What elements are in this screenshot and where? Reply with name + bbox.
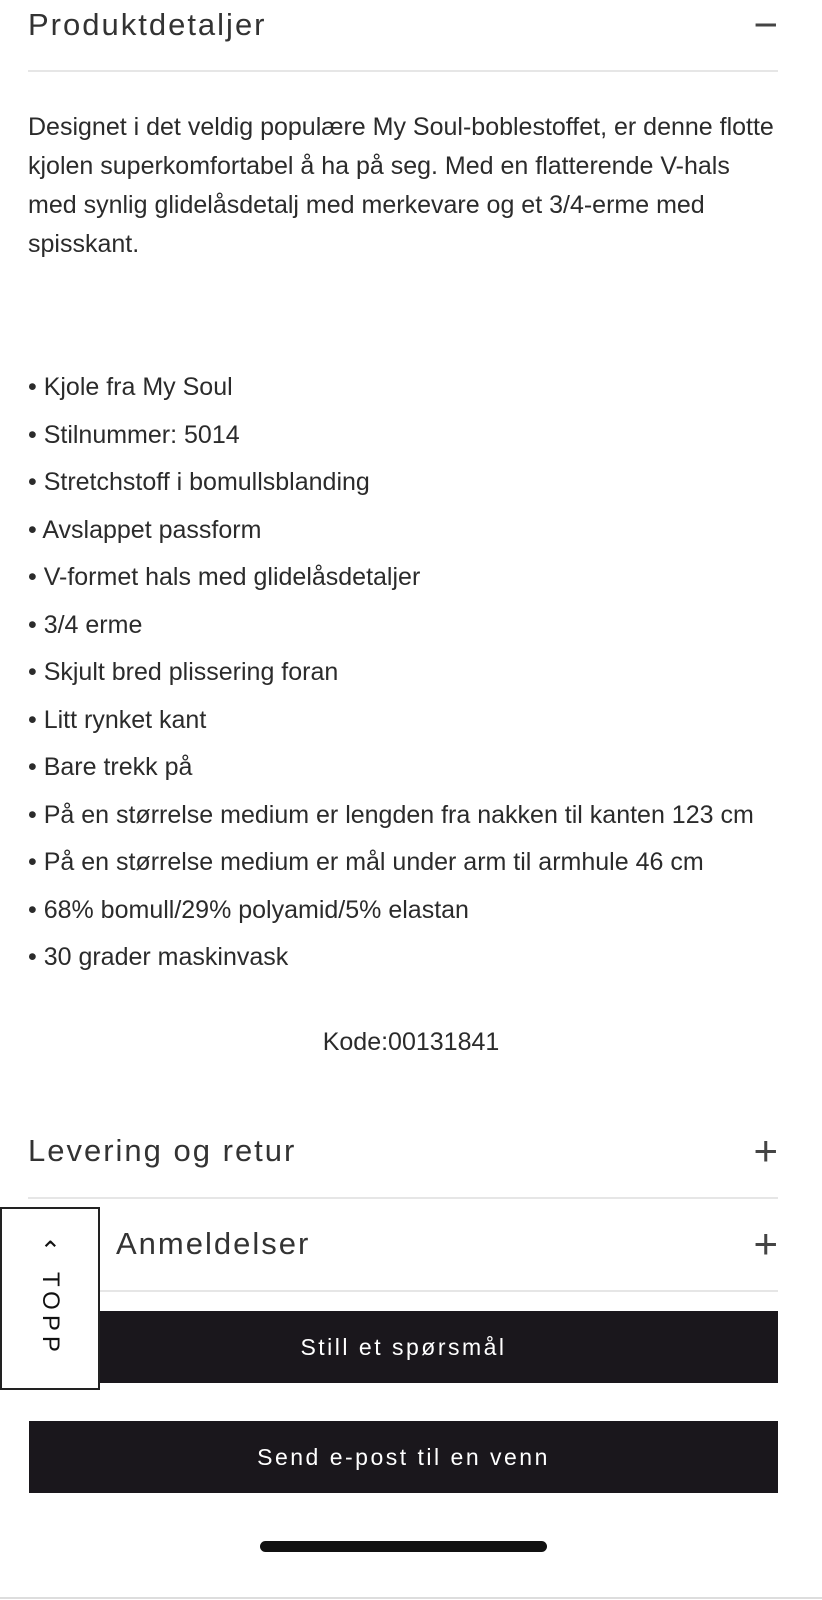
minus-icon[interactable]: − <box>753 1 778 48</box>
back-to-top-label: TOPP <box>37 1271 64 1357</box>
delivery-returns-header[interactable] <box>28 1126 778 1176</box>
list-item: • Stretchstoff i bomullsblanding <box>28 468 370 496</box>
divider <box>28 1290 778 1292</box>
list-item: • Litt rynket kant <box>28 705 207 734</box>
list-item: • Stilnummer: 5014 <box>28 420 240 449</box>
divider <box>28 70 778 72</box>
chevron-up-icon: ⌃ <box>39 1235 61 1266</box>
plus-icon[interactable]: + <box>753 1127 778 1174</box>
divider <box>28 1197 778 1199</box>
ask-question-button[interactable]: Still et spørsmål <box>29 1311 778 1383</box>
list-item: • Skjult bred plissering foran <box>28 658 339 686</box>
list-item: • Kjole fra My Soul <box>28 373 233 401</box>
home-indicator <box>260 1541 547 1552</box>
product-features-list <box>28 368 792 986</box>
divider <box>0 1597 822 1599</box>
back-to-top-button[interactable] <box>0 1207 100 1390</box>
list-item: • Bare trekk på <box>28 753 193 781</box>
delivery-returns-title: Levering og retur <box>28 1133 297 1168</box>
product-details-title: Produktdetaljer <box>28 7 267 42</box>
reviews-header[interactable] <box>116 1219 778 1269</box>
list-item: • 3/4 erme <box>28 610 143 639</box>
list-item: • 68% bomull/29% polyamid/5% elastan <box>28 895 469 924</box>
product-code: Kode:00131841 <box>322 1028 500 1056</box>
reviews-title: Anmeldelser <box>116 1226 311 1261</box>
email-friend-button[interactable]: Send e-post til en venn <box>29 1421 778 1493</box>
list-item: • Avslappet passform <box>28 515 262 544</box>
list-item: • V-formet hals med glidelåsdetaljer <box>28 563 421 591</box>
product-details-header[interactable] <box>28 2 778 48</box>
list-item: • 30 grader maskinvask <box>28 943 289 971</box>
list-item: • På en størrelse medium er lengden fra nakken til kanten 123 cm <box>28 800 754 829</box>
product-description: Designet i det veldig populære My Soul-boblestoffet, er denne flotte kjolen superkomfortabel å ha på seg. Med en flatterende V-hals med synlig glidelåsdetalj med merkevare og et 3/4-erme med spisskant. <box>28 113 774 258</box>
plus-icon[interactable]: + <box>753 1220 778 1267</box>
list-item: • På en størrelse medium er mål under arm til armhule 46 cm <box>28 848 704 876</box>
